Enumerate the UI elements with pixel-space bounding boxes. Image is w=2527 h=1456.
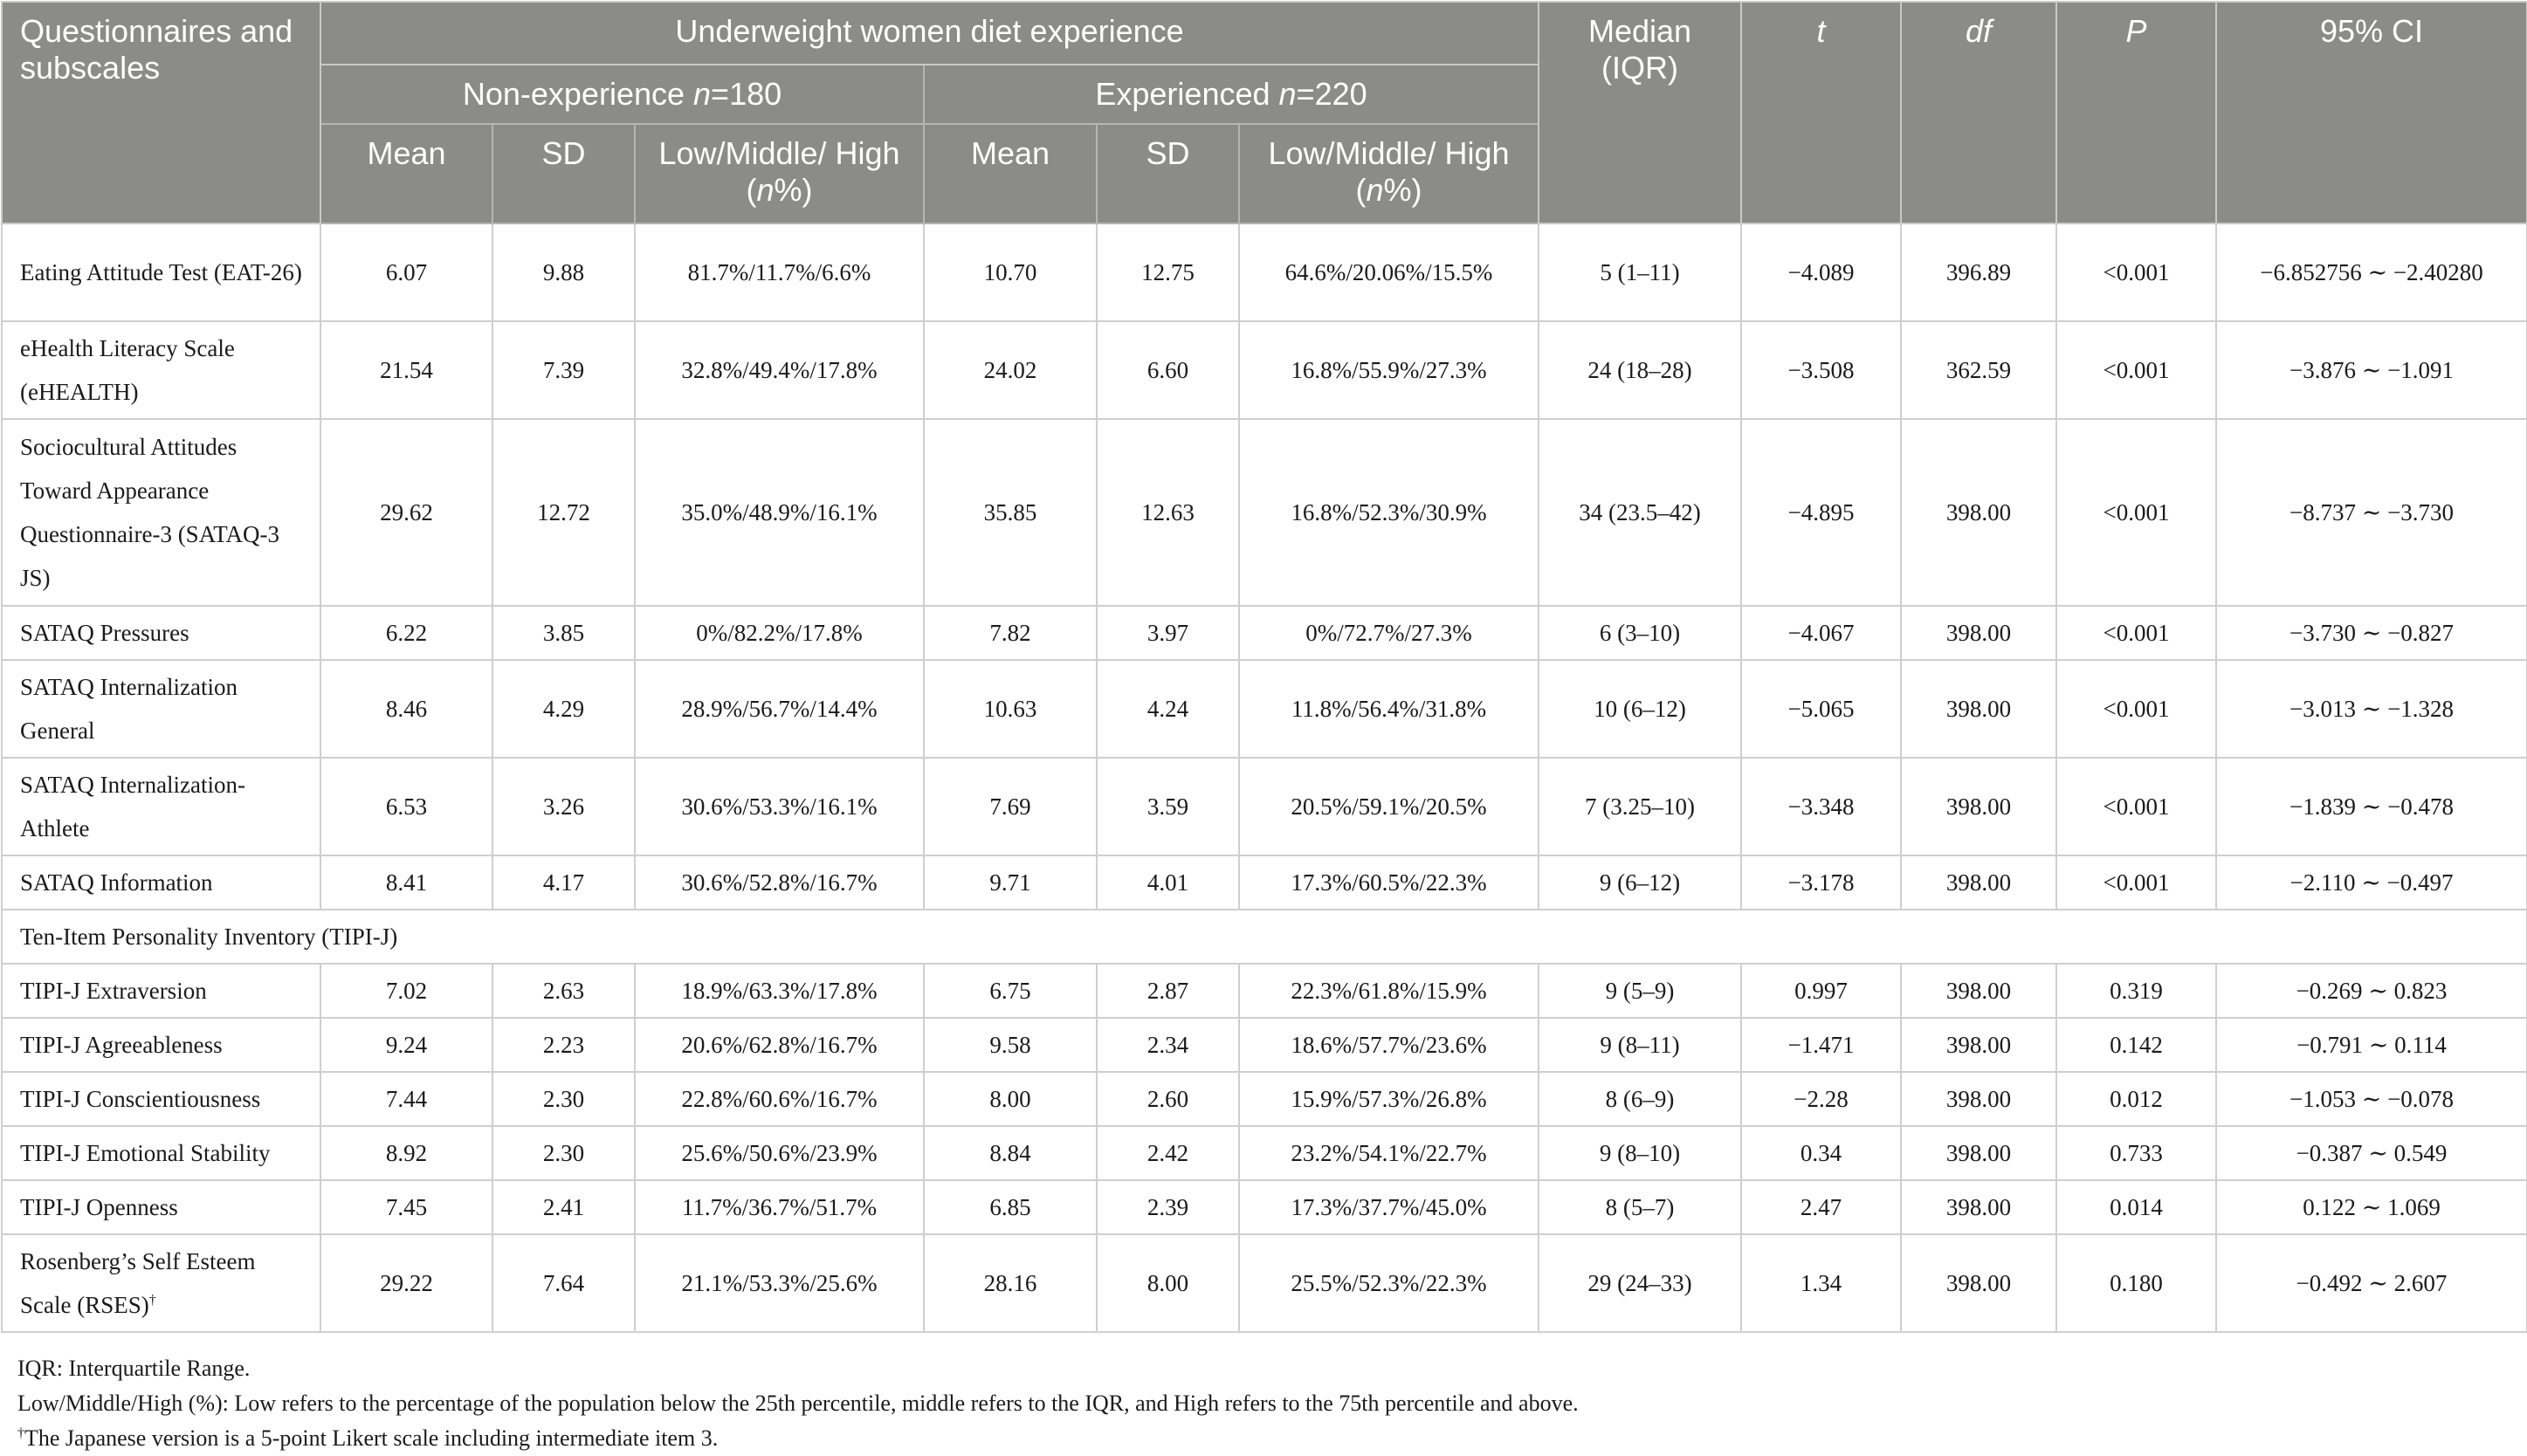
cell-mean-1: 7.02 bbox=[320, 964, 492, 1018]
cell-sd-1: 7.64 bbox=[492, 1234, 635, 1332]
cell-ci: −1.839 ∼ −0.478 bbox=[2216, 758, 2527, 855]
cell-p: <0.001 bbox=[2056, 321, 2216, 419]
cell-p: 0.142 bbox=[2056, 1018, 2216, 1072]
table-row bbox=[2, 964, 2527, 1018]
cell-lmh-1: 21.1%/53.3%/25.6% bbox=[635, 1234, 924, 1332]
cell-sd-2: 12.63 bbox=[1097, 419, 1239, 606]
cell-sd-2: 3.59 bbox=[1097, 758, 1239, 855]
cell-ci: −8.737 ∼ −3.730 bbox=[2216, 419, 2527, 606]
cell-p: <0.001 bbox=[2056, 855, 2216, 910]
cell-mean-1: 6.53 bbox=[320, 758, 492, 855]
cell-lmh-2: 64.6%/20.06%/15.5% bbox=[1239, 223, 1539, 321]
footnote-lmh: Low/Middle/High (%): Low refers to the percentage of the population below the 25th percentile, middle refers to the IQR, and High refers to the 75th percentile and above. bbox=[17, 1391, 1579, 1416]
cell-sd-2: 2.34 bbox=[1097, 1018, 1239, 1072]
cell-t: 0.34 bbox=[1741, 1126, 1901, 1180]
cell-t: −3.348 bbox=[1741, 758, 1901, 855]
cell-median: 7 (3.25–10) bbox=[1539, 758, 1741, 855]
cell-ci: −3.876 ∼ −1.091 bbox=[2216, 321, 2527, 419]
cell-mean-1: 7.45 bbox=[320, 1180, 492, 1234]
cell-df: 398.00 bbox=[1901, 419, 2056, 606]
cell-ci: −0.492 ∼ 2.607 bbox=[2216, 1234, 2527, 1332]
cell-t: −4.067 bbox=[1741, 606, 1901, 660]
cell-mean-1: 9.24 bbox=[320, 1018, 492, 1072]
cell-mean-2: 8.00 bbox=[924, 1072, 1097, 1126]
row-name: TIPI-J Openness bbox=[2, 1180, 320, 1234]
cell-p: 0.012 bbox=[2056, 1072, 2216, 1126]
results-table bbox=[1, 1, 2527, 1333]
cell-df: 398.00 bbox=[1901, 1234, 2056, 1332]
cell-ci: −0.791 ∼ 0.114 bbox=[2216, 1018, 2527, 1072]
cell-lmh-1: 11.7%/36.7%/51.7% bbox=[635, 1180, 924, 1234]
cell-df: 398.00 bbox=[1901, 855, 2056, 910]
header-ci: 95% CI bbox=[2216, 2, 2527, 223]
row-name: Rosenberg’s Self Esteem Scale (RSES)† bbox=[2, 1234, 320, 1332]
cell-t: 1.34 bbox=[1741, 1234, 1901, 1332]
header-sd-2: SD bbox=[1097, 124, 1239, 223]
cell-lmh-1: 22.8%/60.6%/16.7% bbox=[635, 1072, 924, 1126]
table-row bbox=[2, 1180, 2527, 1234]
cell-sd-1: 12.72 bbox=[492, 419, 635, 606]
table-row bbox=[2, 1234, 2527, 1332]
cell-t: 0.997 bbox=[1741, 964, 1901, 1018]
cell-sd-2: 2.87 bbox=[1097, 964, 1239, 1018]
cell-p: <0.001 bbox=[2056, 419, 2216, 606]
table-row bbox=[2, 855, 2527, 910]
table-row bbox=[2, 660, 2527, 758]
row-name: Sociocultural Attitudes Toward Appearance Questionnaire-3 (SATAQ-3 JS) bbox=[2, 419, 320, 606]
cell-mean-2: 28.16 bbox=[924, 1234, 1097, 1332]
header-t: t bbox=[1741, 2, 1901, 223]
row-name: TIPI-J Extraversion bbox=[2, 964, 320, 1018]
cell-mean-1: 21.54 bbox=[320, 321, 492, 419]
cell-sd-1: 2.30 bbox=[492, 1126, 635, 1180]
cell-lmh-2: 16.8%/55.9%/27.3% bbox=[1239, 321, 1539, 419]
cell-mean-1: 8.41 bbox=[320, 855, 492, 910]
cell-median: 6 (3–10) bbox=[1539, 606, 1741, 660]
cell-mean-2: 9.71 bbox=[924, 855, 1097, 910]
cell-t: −4.895 bbox=[1741, 419, 1901, 606]
section-row bbox=[2, 910, 2527, 964]
cell-sd-2: 2.39 bbox=[1097, 1180, 1239, 1234]
header-df: df bbox=[1901, 2, 2056, 223]
cell-lmh-1: 30.6%/53.3%/16.1% bbox=[635, 758, 924, 855]
header-lmh-1: Low/Middle/ High (n%) bbox=[635, 124, 924, 223]
cell-median: 8 (5–7) bbox=[1539, 1180, 1741, 1234]
cell-sd-1: 2.63 bbox=[492, 964, 635, 1018]
cell-lmh-1: 30.6%/52.8%/16.7% bbox=[635, 855, 924, 910]
table-body bbox=[2, 223, 2527, 1332]
cell-median: 9 (8–11) bbox=[1539, 1018, 1741, 1072]
cell-df: 398.00 bbox=[1901, 1018, 2056, 1072]
cell-mean-2: 8.84 bbox=[924, 1126, 1097, 1180]
cell-median: 10 (6–12) bbox=[1539, 660, 1741, 758]
cell-lmh-2: 16.8%/52.3%/30.9% bbox=[1239, 419, 1539, 606]
cell-mean-1: 8.46 bbox=[320, 660, 492, 758]
header-p: P bbox=[2056, 2, 2216, 223]
row-name: SATAQ Information bbox=[2, 855, 320, 910]
cell-t: −1.471 bbox=[1741, 1018, 1901, 1072]
cell-df: 398.00 bbox=[1901, 964, 2056, 1018]
cell-lmh-2: 23.2%/54.1%/22.7% bbox=[1239, 1126, 1539, 1180]
row-name: SATAQ Internalization General bbox=[2, 660, 320, 758]
table-footnotes bbox=[17, 1351, 1579, 1456]
cell-df: 398.00 bbox=[1901, 758, 2056, 855]
cell-lmh-1: 28.9%/56.7%/14.4% bbox=[635, 660, 924, 758]
section-title: Ten-Item Personality Inventory (TIPI-J) bbox=[2, 910, 2527, 964]
cell-p: 0.180 bbox=[2056, 1234, 2216, 1332]
table-row bbox=[2, 419, 2527, 606]
cell-sd-2: 4.24 bbox=[1097, 660, 1239, 758]
table-row bbox=[2, 321, 2527, 419]
cell-p: <0.001 bbox=[2056, 606, 2216, 660]
cell-lmh-1: 20.6%/62.8%/16.7% bbox=[635, 1018, 924, 1072]
cell-sd-1: 7.39 bbox=[492, 321, 635, 419]
cell-median: 24 (18–28) bbox=[1539, 321, 1741, 419]
cell-p: <0.001 bbox=[2056, 223, 2216, 321]
cell-p: 0.733 bbox=[2056, 1126, 2216, 1180]
cell-p: <0.001 bbox=[2056, 660, 2216, 758]
cell-sd-2: 3.97 bbox=[1097, 606, 1239, 660]
cell-sd-2: 8.00 bbox=[1097, 1234, 1239, 1332]
header-non-experience: Non-experience n=180 bbox=[320, 65, 924, 124]
cell-t: −4.089 bbox=[1741, 223, 1901, 321]
cell-mean-2: 24.02 bbox=[924, 321, 1097, 419]
cell-lmh-1: 32.8%/49.4%/17.8% bbox=[635, 321, 924, 419]
cell-ci: −6.852756 ∼ −2.40280 bbox=[2216, 223, 2527, 321]
cell-sd-2: 2.60 bbox=[1097, 1072, 1239, 1126]
cell-lmh-2: 25.5%/52.3%/22.3% bbox=[1239, 1234, 1539, 1332]
cell-lmh-1: 81.7%/11.7%/6.6% bbox=[635, 223, 924, 321]
cell-lmh-1: 35.0%/48.9%/16.1% bbox=[635, 419, 924, 606]
cell-df: 398.00 bbox=[1901, 1072, 2056, 1126]
cell-p: 0.319 bbox=[2056, 964, 2216, 1018]
cell-t: −5.065 bbox=[1741, 660, 1901, 758]
cell-df: 396.89 bbox=[1901, 223, 2056, 321]
cell-mean-2: 35.85 bbox=[924, 419, 1097, 606]
cell-sd-2: 4.01 bbox=[1097, 855, 1239, 910]
cell-median: 29 (24–33) bbox=[1539, 1234, 1741, 1332]
header-median: Median (IQR) bbox=[1539, 2, 1741, 223]
cell-median: 5 (1–11) bbox=[1539, 223, 1741, 321]
cell-median: 8 (6–9) bbox=[1539, 1072, 1741, 1126]
cell-mean-2: 6.85 bbox=[924, 1180, 1097, 1234]
dagger-mark: † bbox=[17, 1425, 24, 1441]
dagger-mark: † bbox=[148, 1293, 156, 1308]
cell-t: −3.178 bbox=[1741, 855, 1901, 910]
table-row bbox=[2, 758, 2527, 855]
table-row bbox=[2, 223, 2527, 321]
cell-lmh-2: 11.8%/56.4%/31.8% bbox=[1239, 660, 1539, 758]
cell-median: 34 (23.5–42) bbox=[1539, 419, 1741, 606]
cell-df: 398.00 bbox=[1901, 606, 2056, 660]
cell-lmh-1: 0%/82.2%/17.8% bbox=[635, 606, 924, 660]
cell-median: 9 (6–12) bbox=[1539, 855, 1741, 910]
header-mean-1: Mean bbox=[320, 124, 492, 223]
header-experienced: Experienced n=220 bbox=[924, 65, 1539, 124]
cell-median: 9 (5–9) bbox=[1539, 964, 1741, 1018]
cell-sd-1: 4.29 bbox=[492, 660, 635, 758]
row-name: TIPI-J Emotional Stability bbox=[2, 1126, 320, 1180]
cell-lmh-2: 0%/72.7%/27.3% bbox=[1239, 606, 1539, 660]
cell-mean-1: 8.92 bbox=[320, 1126, 492, 1180]
table-row bbox=[2, 1018, 2527, 1072]
cell-ci: −1.053 ∼ −0.078 bbox=[2216, 1072, 2527, 1126]
cell-df: 398.00 bbox=[1901, 1180, 2056, 1234]
cell-sd-1: 2.41 bbox=[492, 1180, 635, 1234]
cell-mean-2: 7.82 bbox=[924, 606, 1097, 660]
cell-mean-2: 10.63 bbox=[924, 660, 1097, 758]
cell-sd-1: 2.30 bbox=[492, 1072, 635, 1126]
cell-lmh-2: 17.3%/60.5%/22.3% bbox=[1239, 855, 1539, 910]
cell-df: 398.00 bbox=[1901, 1126, 2056, 1180]
header-lmh-2: Low/Middle/ High (n%) bbox=[1239, 124, 1539, 223]
cell-lmh-2: 18.6%/57.7%/23.6% bbox=[1239, 1018, 1539, 1072]
cell-mean-1: 6.22 bbox=[320, 606, 492, 660]
cell-sd-1: 4.17 bbox=[492, 855, 635, 910]
cell-lmh-2: 17.3%/37.7%/45.0% bbox=[1239, 1180, 1539, 1234]
cell-sd-2: 6.60 bbox=[1097, 321, 1239, 419]
cell-mean-2: 10.70 bbox=[924, 223, 1097, 321]
cell-mean-1: 7.44 bbox=[320, 1072, 492, 1126]
cell-p: <0.001 bbox=[2056, 758, 2216, 855]
table-row bbox=[2, 606, 2527, 660]
cell-mean-1: 29.22 bbox=[320, 1234, 492, 1332]
row-name: TIPI-J Agreeableness bbox=[2, 1018, 320, 1072]
cell-lmh-1: 25.6%/50.6%/23.9% bbox=[635, 1126, 924, 1180]
cell-mean-2: 6.75 bbox=[924, 964, 1097, 1018]
header-group-title: Underweight women diet experience bbox=[320, 2, 1539, 65]
cell-median: 9 (8–10) bbox=[1539, 1126, 1741, 1180]
cell-mean-2: 9.58 bbox=[924, 1018, 1097, 1072]
cell-ci: −3.013 ∼ −1.328 bbox=[2216, 660, 2527, 758]
cell-lmh-1: 18.9%/63.3%/17.8% bbox=[635, 964, 924, 1018]
table-header bbox=[2, 2, 2527, 223]
cell-lmh-2: 15.9%/57.3%/26.8% bbox=[1239, 1072, 1539, 1126]
footnote-iqr: IQR: Interquartile Range. bbox=[17, 1356, 251, 1381]
cell-t: −2.28 bbox=[1741, 1072, 1901, 1126]
header-questionnaires: Questionnaires and subscales bbox=[2, 2, 320, 223]
row-name: SATAQ Pressures bbox=[2, 606, 320, 660]
cell-sd-1: 3.26 bbox=[492, 758, 635, 855]
row-name: SATAQ Internalization-Athlete bbox=[2, 758, 320, 855]
cell-df: 398.00 bbox=[1901, 660, 2056, 758]
table-row bbox=[2, 1126, 2527, 1180]
cell-mean-1: 29.62 bbox=[320, 419, 492, 606]
cell-t: −3.508 bbox=[1741, 321, 1901, 419]
cell-sd-1: 2.23 bbox=[492, 1018, 635, 1072]
cell-ci: −0.269 ∼ 0.823 bbox=[2216, 964, 2527, 1018]
cell-lmh-2: 22.3%/61.8%/15.9% bbox=[1239, 964, 1539, 1018]
row-name: TIPI-J Conscientiousness bbox=[2, 1072, 320, 1126]
cell-sd-1: 9.88 bbox=[492, 223, 635, 321]
row-name: eHealth Literacy Scale (eHEALTH) bbox=[2, 321, 320, 419]
cell-mean-1: 6.07 bbox=[320, 223, 492, 321]
header-sd-1: SD bbox=[492, 124, 635, 223]
row-name: Eating Attitude Test (EAT-26) bbox=[2, 223, 320, 321]
cell-ci: 0.122 ∼ 1.069 bbox=[2216, 1180, 2527, 1234]
cell-mean-2: 7.69 bbox=[924, 758, 1097, 855]
footnote-dagger: †The Japanese version is a 5-point Likert scale including intermediate item 3. bbox=[17, 1425, 719, 1451]
cell-sd-2: 2.42 bbox=[1097, 1126, 1239, 1180]
cell-t: 2.47 bbox=[1741, 1180, 1901, 1234]
cell-p: 0.014 bbox=[2056, 1180, 2216, 1234]
cell-ci: −0.387 ∼ 0.549 bbox=[2216, 1126, 2527, 1180]
cell-lmh-2: 20.5%/59.1%/20.5% bbox=[1239, 758, 1539, 855]
cell-df: 362.59 bbox=[1901, 321, 2056, 419]
cell-ci: −3.730 ∼ −0.827 bbox=[2216, 606, 2527, 660]
cell-sd-1: 3.85 bbox=[492, 606, 635, 660]
header-mean-2: Mean bbox=[924, 124, 1097, 223]
table-row bbox=[2, 1072, 2527, 1126]
cell-ci: −2.110 ∼ −0.497 bbox=[2216, 855, 2527, 910]
cell-sd-2: 12.75 bbox=[1097, 223, 1239, 321]
